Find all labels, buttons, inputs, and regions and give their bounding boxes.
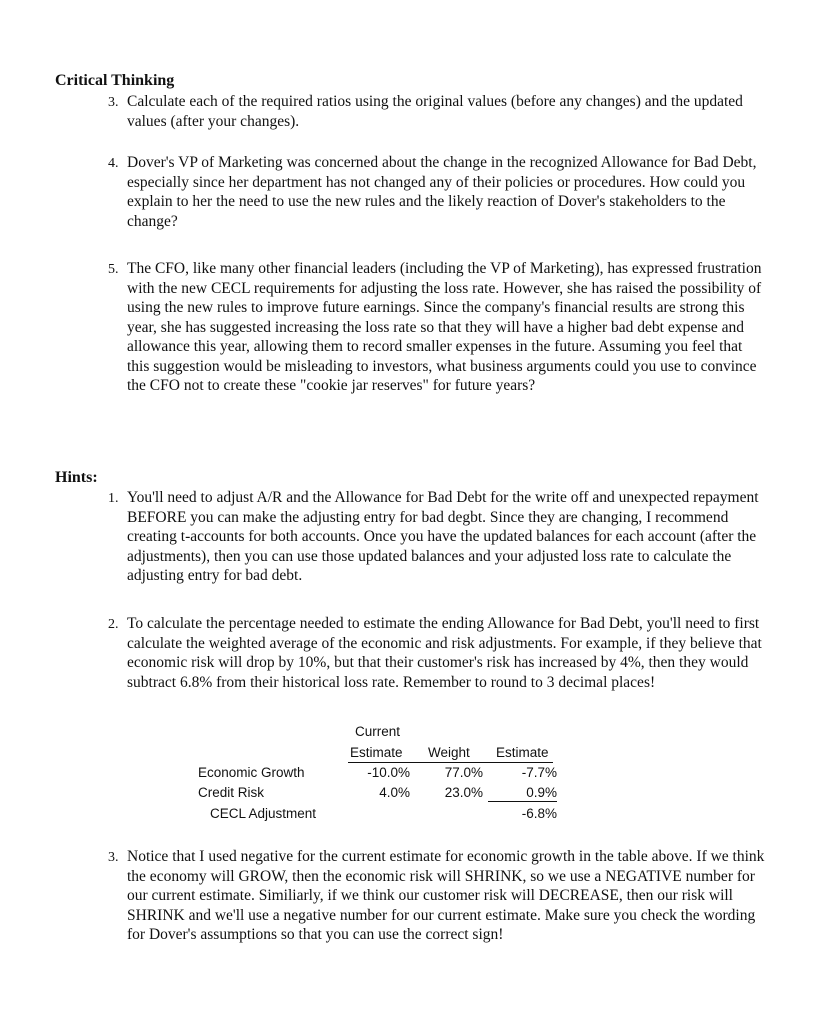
header-current: Current — [355, 724, 401, 739]
table-header-top-row — [190, 722, 570, 743]
cecl-table — [190, 722, 570, 824]
hint-item-2 — [108, 614, 768, 692]
item-text: To calculate the percentage needed to estimate the ending Allowance for Bad Debt, you'll need to first calculate the weighted average of the economic and risk adjustments. For example, if they believe that economic risk will drop by 10%, but that their customer's risk has increased by 4%, then they would subtract 6.8% from their historical loss rate. Remember to round to 3 decimal places! — [127, 615, 762, 691]
row-estimate: 0.9% — [488, 785, 557, 802]
table-row — [190, 783, 570, 804]
hint-item-3 — [108, 847, 768, 945]
row-weight: 23.0% — [444, 785, 483, 800]
row-estimate: -7.7% — [521, 764, 557, 780]
row-label: Economic Growth — [198, 764, 305, 780]
table-header-row — [348, 743, 553, 763]
item-text: You'll need to adjust A/R and the Allowance for Bad Debt for the write off and unexpected repayment BEFORE you can make the adjusting entry for bad degbt. Since they are changing, I recommend creating t-accounts for both accounts. Once you have the updated balances for each account (after the adjustments), then you can use those updated balances and your adjusted loss rate to calculate the adjusting entry for bad debt. — [127, 489, 759, 584]
table-row — [190, 763, 570, 784]
critical-item-5 — [108, 259, 768, 396]
item-text: Calculate each of the required ratios using the original values (before any changes) and the updated values (after your changes). — [127, 93, 743, 130]
total-label: CECL Adjustment — [210, 805, 317, 821]
header-current-estimate: Estimate — [350, 744, 403, 760]
critical-thinking-heading: Critical Thinking — [55, 72, 175, 89]
hints-heading: Hints: — [55, 469, 98, 486]
critical-item-4 — [108, 153, 768, 231]
item-number: 3. — [108, 850, 119, 865]
item-number: 3. — [108, 95, 119, 110]
critical-item-3 — [108, 92, 768, 131]
item-number: 2. — [108, 617, 119, 632]
item-text: Notice that I used negative for the current estimate for economic growth in the table above. If we think the economy will GROW, then the economic risk will SHRINK, so we use a NEGATIVE number for our current estimate. Similiarly, if we think our customer risk will DECREASE, then our risk will SHRINK and we'll use a negative number for our current estimate. Make sure you check the wording for Dover's assumptions so that you can use the correct sign! — [127, 848, 765, 943]
item-number: 5. — [108, 262, 119, 277]
item-number: 1. — [108, 491, 119, 506]
header-weight: Weight — [428, 744, 470, 760]
row-label: Credit Risk — [198, 785, 265, 800]
row-current: 4.0% — [379, 785, 410, 800]
item-text: The CFO, like many other financial leaders (including the VP of Marketing), has expressed frustration with the new CECL requirements for adjusting the loss rate. However, she has raised the possibility of using the new rules to improve future earnings. Since the company's financial results are strong this year, she has suggested increasing the loss rate so that they will have a higher bad debt expense and allowance this year, allowing them to record smaller expenses in the future. Assuming you feel that this suggestion would be misleading to investors, what business arguments could you use to convince the CFO not to create these "cookie jar reserves" for future years? — [127, 260, 762, 394]
item-number: 4. — [108, 156, 119, 171]
row-weight: 77.0% — [444, 764, 483, 780]
header-estimate: Estimate — [496, 744, 549, 760]
hint-item-1 — [108, 488, 768, 586]
item-text: Dover's VP of Marketing was concerned about the change in the recognized Allowance for Bad Debt, especially since her department has not changed any of their policies or procedures. How could you explain to her the need to use the new rules and the likely reaction of Dover's stakeholders to the change? — [127, 154, 757, 230]
total-estimate: -6.8% — [521, 805, 557, 821]
row-current: -10.0% — [367, 764, 410, 780]
table-total-row — [190, 804, 570, 825]
